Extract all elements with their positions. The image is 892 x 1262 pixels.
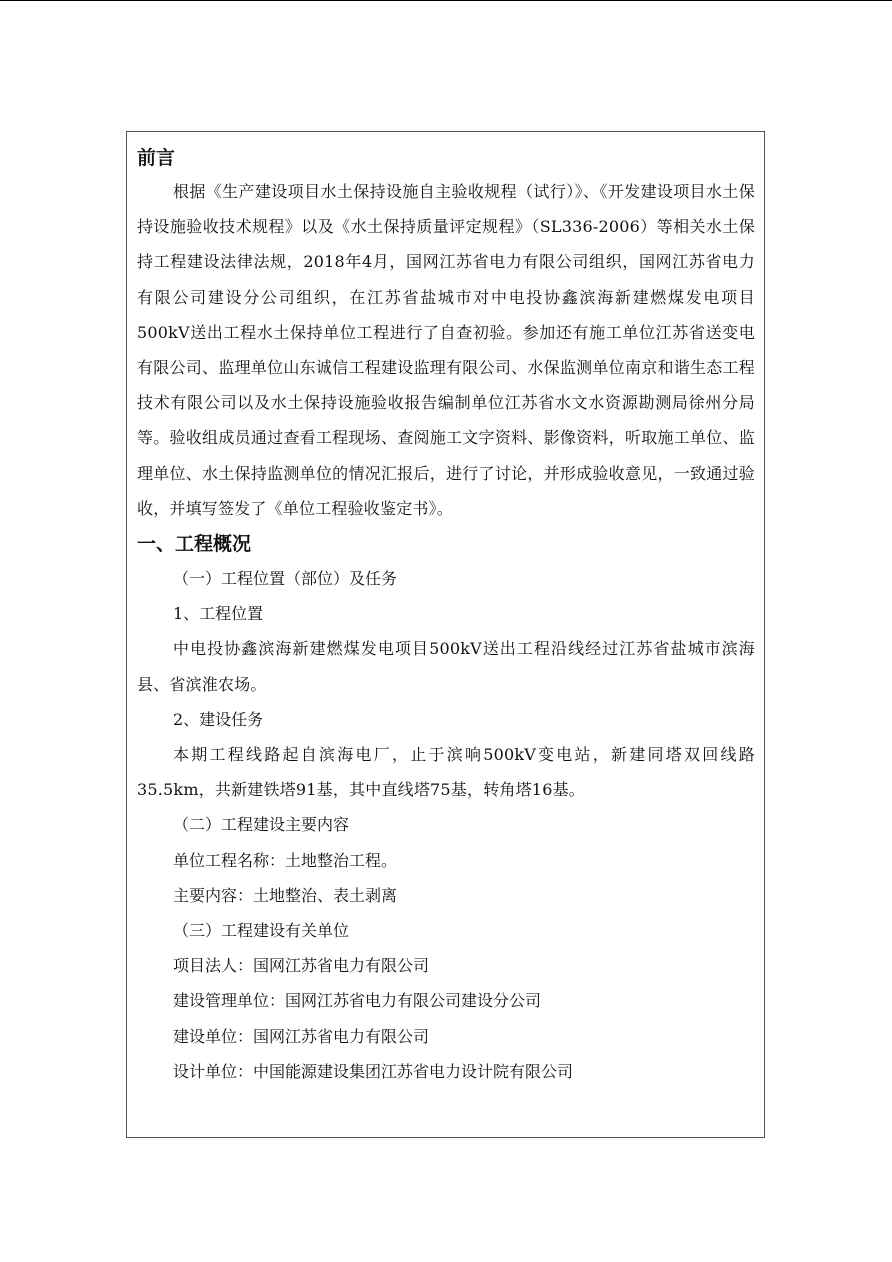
design-unit: 设计单位：中国能源建设集团江苏省电力设计院有限公司	[173, 1061, 574, 1081]
construction-unit: 建设单位：国网江苏省电力有限公司	[173, 1026, 430, 1046]
item-task-body: 本期工程线路起自滨海电厂，止于滨响500kV变电站，新建同塔双回线路35.5km，共新建铁塔91基，其中直线塔75基，转角塔16基。	[137, 745, 755, 800]
section-heading-overview: 一、工程概况	[137, 533, 252, 556]
item-task-title: 2、建设任务	[173, 709, 264, 729]
preface-paragraph: 根据《生产建设项目水土保持设施自主验收规程（试行）》、《开发建设项目水土保持设施验收技术规程》以及《水土保持质量评定规程》（SL336-2006）等相关水土保持工程建设法律法规，2018年4月，国网江苏省电力有限公司组织，国网江苏省电力有限公司建设分公司组织，在江苏省盐城市对中电投协鑫滨海新建燃煤发电项目500kV送出工程水土保持单位工程进行了自查初验。参加还有施工单位江苏省送变电有限公司、监理单位山东诚信工程建设监理有限公司、水保监测单位南京和谐生态工程技术有限公司以及水土保持设施验收报告编制单位江苏省水文水资源勘测局徐州分局等。验收组成员通过查看工程现场、查阅施工文字资料、影像资料，听取施工单位、监理单位、水土保持监测单位的情况汇报后，进行了讨论，并形成验收意见，一致通过验收，并填写签发了《单位工程验收鉴定书》。	[137, 182, 755, 518]
document-content	[137, 144, 755, 1089]
construction-management-unit: 建设管理单位：国网江苏省电力有限公司建设分公司	[173, 991, 542, 1011]
subsection-related-units: （三）工程建设有关单位	[173, 921, 350, 941]
item-location-title: 1、工程位置	[173, 604, 264, 624]
page-top-border	[0, 0, 892, 1]
document-frame	[126, 131, 765, 1138]
preface-heading: 前言	[137, 147, 176, 169]
item-location-body: 中电投协鑫滨海新建燃煤发电项目500kV送出工程沿线经过江苏省盐城市滨海县、省滨淮农场。	[137, 639, 755, 694]
project-legal-person: 项目法人：国网江苏省电力有限公司	[173, 956, 430, 976]
unit-project-name: 单位工程名称：土地整治工程。	[173, 850, 398, 870]
subsection-main-content: （二）工程建设主要内容	[173, 815, 350, 835]
main-content-line: 主要内容：土地整治、表土剥离	[173, 885, 398, 905]
subsection-location-task: （一）工程位置（部位）及任务	[173, 569, 398, 589]
